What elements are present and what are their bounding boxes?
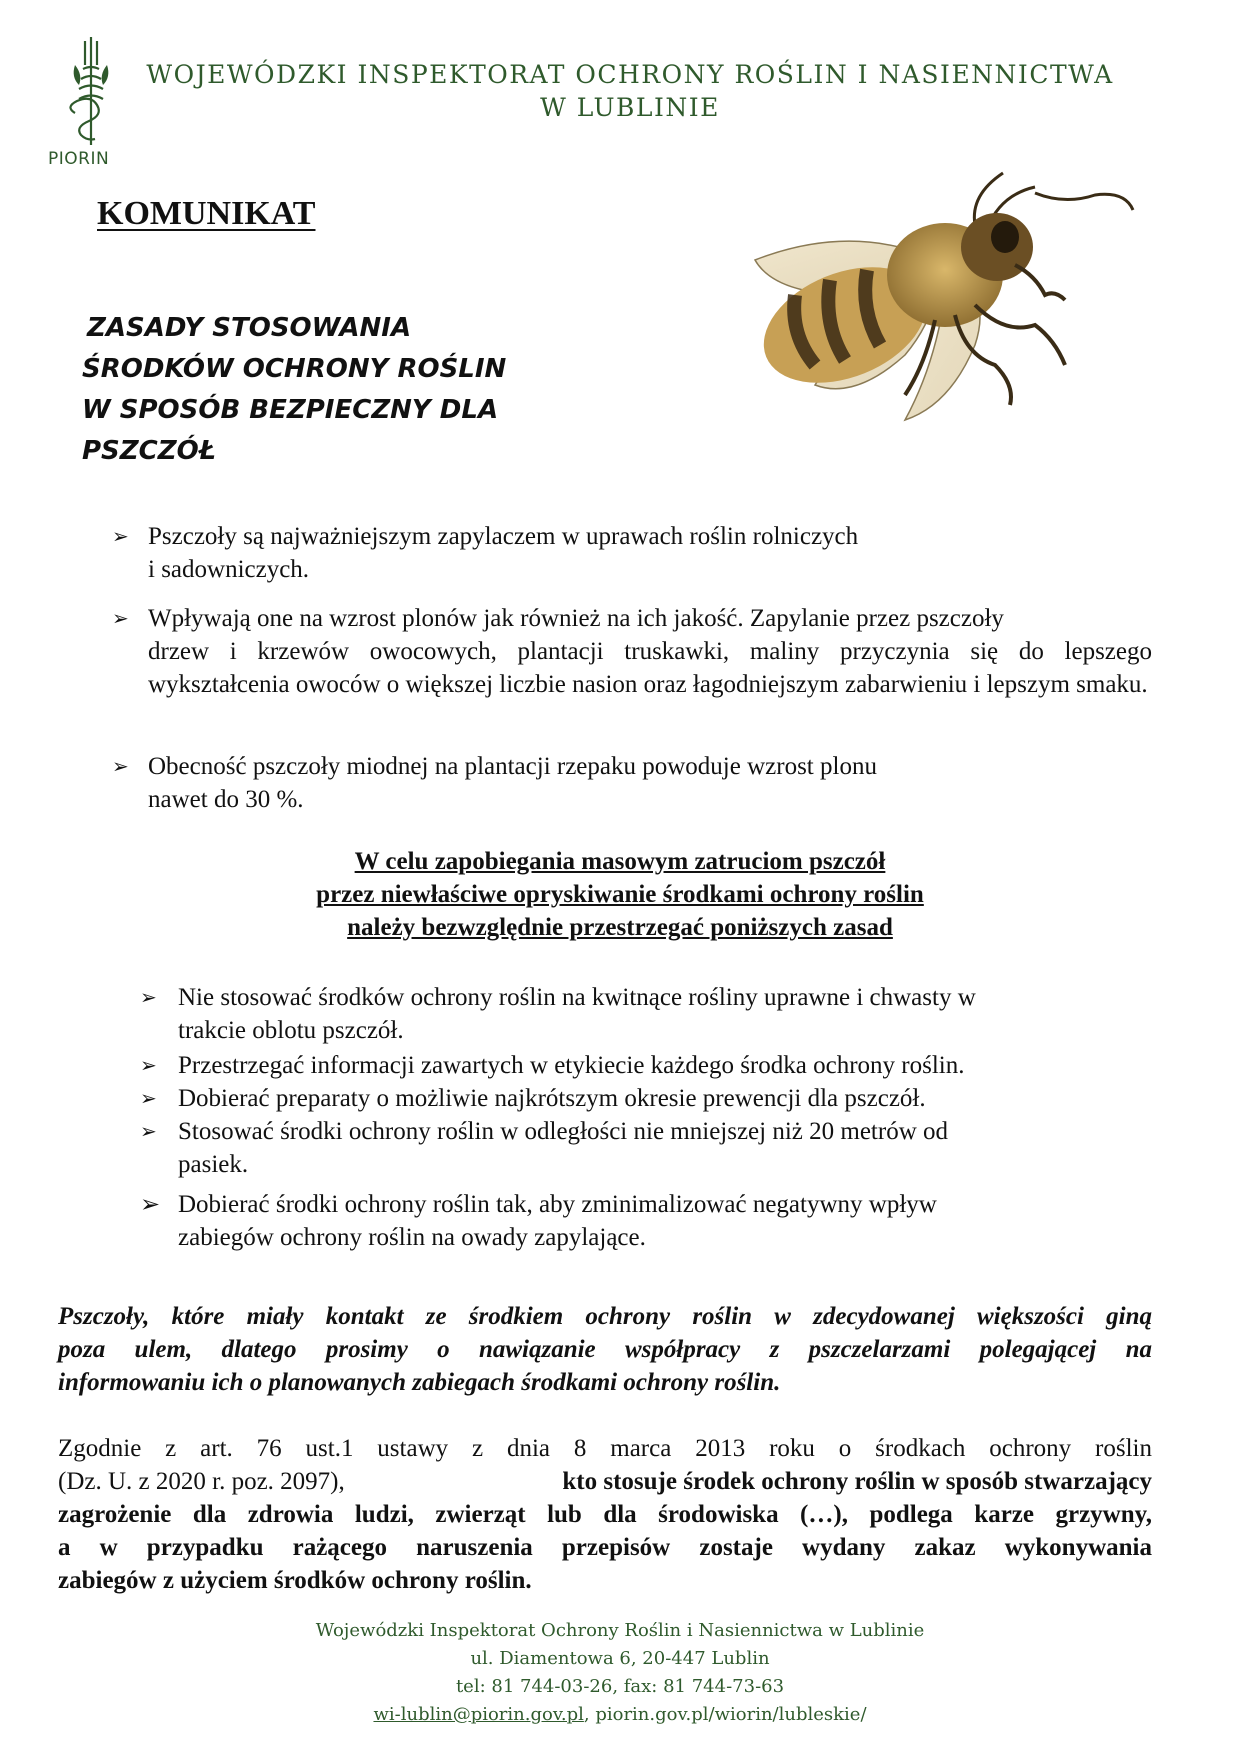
rule-text: Dobierać środki ochrony roślin tak, aby zminimalizować negatywny wpływ	[178, 1191, 937, 1218]
piorin-logo	[45, 35, 125, 170]
arrow-bullet-icon: ➢	[140, 1190, 161, 1218]
rule-text: Nie stosować środków ochrony roślin na kwitnące rośliny uprawne i chwasty w	[178, 984, 976, 1011]
list-item-text: Obecność pszczoły miodnej na plantacji rzepaku powoduje wzrost plonu	[148, 753, 877, 780]
law-paragraph-bold: kto stosuje środek ochrony roślin w sposób stwarzający	[562, 1468, 1152, 1495]
arrow-bullet-icon: ➢	[140, 985, 157, 1009]
arrow-bullet-icon: ➢	[112, 524, 129, 548]
subtitle-line: ŚRODKÓW OCHRONY ROŚLIN	[82, 354, 507, 384]
footer-phone: tel: 81 744-03-26, fax: 81 744-73-63	[455, 1676, 785, 1697]
rule-text: Przestrzegać informacji zawartych w etykiecie każdego środka ochrony roślin.	[178, 1052, 965, 1079]
rule-text: Dobierać preparaty o możliwie najkrótszym okresie prewencji dla pszczół.	[178, 1085, 926, 1112]
footer-address: ul. Diamentowa 6, 20-447 Lublin	[470, 1648, 770, 1669]
subtitle	[82, 308, 506, 472]
rule-text: pasiek.	[178, 1151, 249, 1178]
list-item-text: i sadowniczych.	[148, 556, 310, 583]
law-paragraph-line: zagrożenie dla zdrowia ludzi, zwierząt lub dla środowiska (…), podlega karze grzywny,	[58, 1501, 1152, 1528]
list-item-text: nawet do 30 %.	[148, 786, 304, 813]
arrow-bullet-icon: ➢	[112, 606, 129, 630]
rule-text: zabiegów ochrony roślin na owady zapylające.	[178, 1224, 646, 1251]
subtitle-line: PSZCZÓŁ	[82, 436, 216, 466]
bee-icon	[735, 165, 1135, 485]
bee-illustration	[735, 165, 1135, 485]
law-paragraph-line: a w przypadku rażącego naruszenia przepisów zostaje wydany zakaz wykonywania	[58, 1534, 1152, 1561]
arrow-bullet-icon: ➢	[140, 1086, 157, 1110]
list-item-text: Pszczoły są najważniejszym zapylaczem w uprawach roślin rolniczych	[148, 523, 859, 550]
subtitle-line: W SPOSÓB BEZPIECZNY DLA	[82, 395, 499, 425]
rule-text: trakcie oblotu pszczół.	[178, 1017, 404, 1044]
header-title-line1: WOJEWÓDZKI INSPEKTORAT OCHRONY ROŚLIN I NASIENNICTWA	[146, 60, 1114, 89]
law-paragraph-line: Zgodnie z art. 76 ust.1 ustawy z dnia 8 marca 2013 roku o środkach ochrony roślin	[58, 1435, 1152, 1462]
arrow-bullet-icon: ➢	[140, 1053, 157, 1077]
list-item-text: drzew i krzewów owocowych, plantacji truskawki, maliny przyczynia się do lepszego wykształcenia owoców o większej liczbie nasion oraz łagodniejszym zabarwieniu i lepszym smaku.	[148, 638, 1152, 698]
wheat-snake-icon	[45, 35, 125, 145]
rule-text: Stosować środki ochrony roślin w odległości nie mniejszej niż 20 metrów od	[178, 1118, 949, 1145]
italic-paragraph-line: Pszczoły, które miały kontakt ze środkiem ochrony roślin w zdecydowanej większości giną	[58, 1303, 1152, 1330]
logo-text: PIORIN	[48, 149, 110, 169]
warning-heading-line: przez niewłaściwe opryskiwanie środkami ochrony roślin	[316, 881, 924, 908]
law-paragraph-normal: (Dz. U. z 2020 r. poz. 2097),	[58, 1468, 345, 1495]
warning-heading-line: należy bezwzględnie przestrzegać poniższych zasad	[347, 914, 893, 941]
italic-paragraph-line: poza ulem, dlatego prosimy o nawiązanie współpracy z pszczelarzami polegającej na	[58, 1336, 1152, 1363]
footer-org-name: Wojewódzki Inspektorat Ochrony Roślin i Nasiennictwa w Lublinie	[315, 1620, 925, 1641]
subtitle-line: ZASADY STOSOWANIA	[87, 313, 412, 343]
law-paragraph-line: zabiegów z użyciem środków ochrony roślin.	[58, 1567, 532, 1594]
footer-website[interactable]: , piorin.gov.pl/wiorin/lubleskie/	[583, 1704, 867, 1725]
arrow-bullet-icon: ➢	[112, 754, 129, 778]
list-item-text: Wpływają one na wzrost plonów jak również na ich jakość. Zapylanie przez pszczoły	[148, 605, 1004, 632]
footer-contact	[0, 1704, 1240, 1725]
warning-heading-line: W celu zapobiegania masowym zatruciom pszczół	[354, 848, 886, 875]
italic-paragraph-line: informowaniu ich o planowanych zabiegach środkami ochrony roślin.	[58, 1369, 781, 1396]
law-paragraph-line	[58, 1465, 1152, 1498]
arrow-bullet-icon: ➢	[140, 1119, 157, 1143]
page-title: KOMUNIKAT	[97, 195, 316, 232]
footer-email-link[interactable]: wi-lublin@piorin.gov.pl	[373, 1704, 584, 1725]
header-title-line2: W LUBLINIE	[540, 93, 720, 122]
